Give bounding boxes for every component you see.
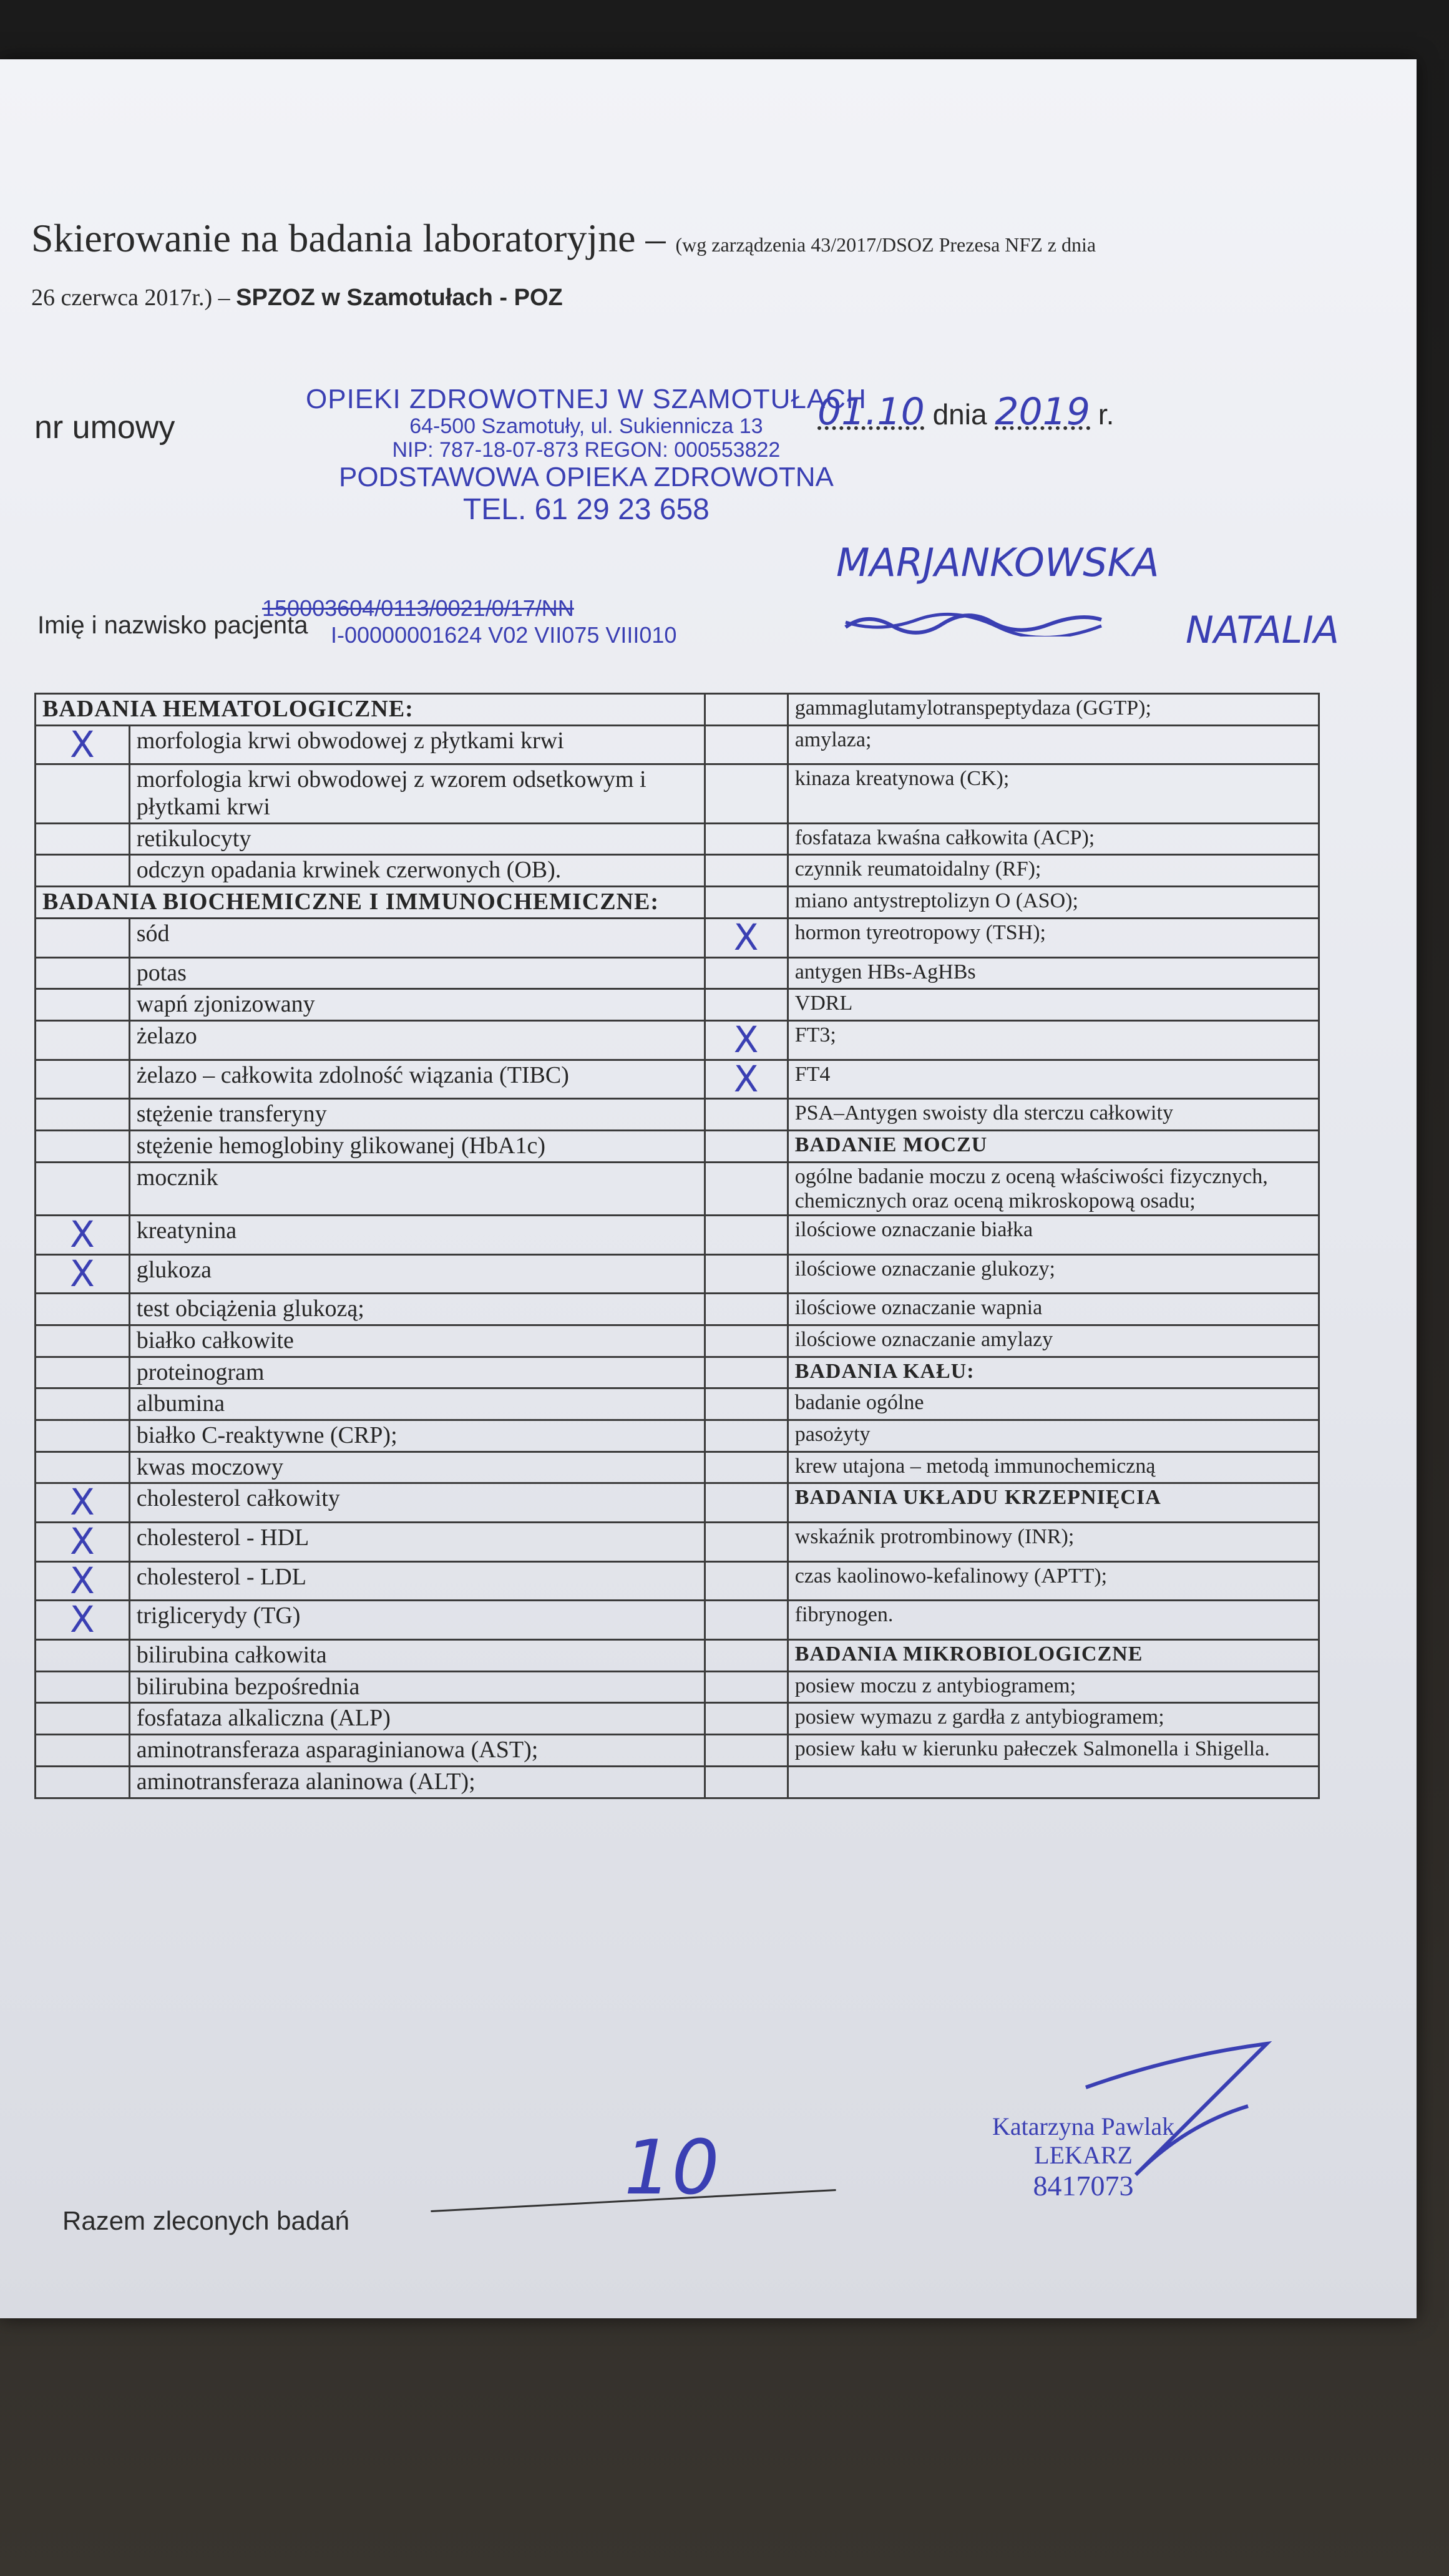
checkbox-cell[interactable] xyxy=(36,823,130,855)
test-label: hormon tyreotropowy (TSH); xyxy=(788,918,1319,957)
checkbox-cell[interactable] xyxy=(36,1420,130,1451)
test-label: ilościowe oznaczanie glukozy; xyxy=(788,1254,1319,1294)
form-subline: 26 czerwca 2017r.) – SPZOZ w Szamotułach - POZ xyxy=(31,285,563,311)
form-title-regulation: (wg zarządzenia 43/2017/DSOZ Prezesa NFZ z dnia xyxy=(675,233,1096,256)
stamp-line-3: NIP: 787-18-07-873 REGON: 000553822 xyxy=(392,438,781,462)
table-row xyxy=(36,1523,1319,1562)
check-mark: X xyxy=(69,723,95,766)
table-row xyxy=(36,1254,1319,1294)
test-label: odczyn opadania krwinek czerwonych (OB). xyxy=(129,855,705,887)
tests-table-body xyxy=(36,694,1319,1798)
checkbox-cell[interactable] xyxy=(36,1388,130,1420)
test-label: gammaglutamylotranspeptydaza (GGTP); xyxy=(788,694,1319,726)
checkbox-cell[interactable] xyxy=(36,1254,130,1294)
test-label: ilościowe oznaczanie amylazy xyxy=(788,1325,1319,1357)
check-mark: X xyxy=(69,1559,95,1602)
section-heading: BADANIA BIOCHEMICZNE I IMMUNOCHEMICZNE: xyxy=(36,887,705,919)
checkbox-cell[interactable] xyxy=(705,1099,788,1131)
checkbox-cell[interactable] xyxy=(705,1162,788,1215)
table-row xyxy=(36,1388,1319,1420)
test-label: amylaza; xyxy=(788,725,1319,764)
test-label: posiew wymazu z gardła z antybiogramem; xyxy=(788,1703,1319,1735)
table-row xyxy=(36,957,1319,989)
test-label xyxy=(788,1766,1319,1798)
checkbox-cell[interactable] xyxy=(705,1388,788,1420)
table-row xyxy=(36,725,1319,764)
test-label: FT4 xyxy=(788,1060,1319,1099)
checkbox-cell[interactable] xyxy=(705,823,788,855)
test-label: żelazo – całkowita zdolność wiązania (TIBC) xyxy=(129,1060,705,1099)
table-row xyxy=(36,1703,1319,1735)
test-label: cholesterol - LDL xyxy=(129,1561,705,1601)
checkbox-cell[interactable] xyxy=(36,918,130,957)
table-row xyxy=(36,823,1319,855)
checkbox-cell[interactable] xyxy=(36,1520,130,1563)
checkbox-cell[interactable] xyxy=(36,1735,130,1767)
checkbox-cell[interactable] xyxy=(705,855,788,887)
checkbox-cell[interactable] xyxy=(36,764,130,823)
form-title: Skierowanie na badania laboratoryjne – (wg zarządzenia 43/2017/DSOZ Prezesa NFZ z dnia xyxy=(31,216,1096,260)
table-row xyxy=(36,1640,1319,1672)
test-label: bilirubina bezpośrednia xyxy=(129,1671,705,1703)
patient-first-name: NATALIA xyxy=(1186,608,1339,652)
test-label: retikulocyty xyxy=(129,823,705,855)
checkbox-cell[interactable] xyxy=(705,1215,788,1254)
patient-surname: MARJANKOWSKA xyxy=(836,540,1159,585)
test-label: bilirubina całkowita xyxy=(129,1640,705,1672)
check-mark: X xyxy=(733,1057,759,1100)
checkbox-cell[interactable] xyxy=(705,1561,788,1601)
test-label: kwas moczowy xyxy=(129,1451,705,1483)
test-label: czynnik reumatoidalny (RF); xyxy=(788,855,1319,887)
table-row xyxy=(36,694,1319,726)
test-label: miano antystreptolizyn O (ASO); xyxy=(788,887,1319,919)
checkbox-cell[interactable] xyxy=(705,915,788,959)
test-label: proteinogram xyxy=(129,1357,705,1388)
doctor-stamp xyxy=(992,2112,1174,2203)
checkbox-cell[interactable] xyxy=(36,1294,130,1325)
test-label: czas kaolinowo-kefalinowy (APTT); xyxy=(788,1561,1319,1601)
table-row xyxy=(36,1215,1319,1254)
checkbox-cell[interactable] xyxy=(36,1598,130,1641)
tests-table xyxy=(34,693,1320,1799)
test-label: PSA–Antygen swoisty dla sterczu całkowity xyxy=(788,1099,1319,1131)
test-label: stężenie hemoglobiny glikowanej (HbA1c) xyxy=(129,1130,705,1162)
checkbox-cell[interactable] xyxy=(705,1640,788,1672)
table-row xyxy=(36,1735,1319,1767)
check-mark: X xyxy=(69,1598,95,1641)
checkbox-cell[interactable] xyxy=(705,1294,788,1325)
test-label: posiew moczu z antybiogramem; xyxy=(788,1671,1319,1703)
check-mark: X xyxy=(733,915,759,959)
check-mark: X xyxy=(733,1018,759,1061)
checkbox-cell[interactable] xyxy=(705,1766,788,1798)
table-row xyxy=(36,1766,1319,1798)
checkbox-cell[interactable] xyxy=(705,1130,788,1162)
test-label: wapń zjonizowany xyxy=(129,989,705,1021)
doctor-number: 8417073 xyxy=(1033,2170,1134,2202)
stamp-line-2: 64-500 Szamotuły, ul. Sukiennicza 13 xyxy=(409,414,763,439)
check-mark: X xyxy=(69,1481,95,1524)
checkbox-cell[interactable] xyxy=(705,1671,788,1703)
test-label: cholesterol - HDL xyxy=(129,1523,705,1562)
checkbox-cell[interactable] xyxy=(36,957,130,989)
total-tests-label: Razem zleconych badań xyxy=(62,2206,349,2235)
test-label: białko C-reaktywne (CRP); xyxy=(129,1420,705,1451)
date-year-suffix: r. xyxy=(1098,398,1115,431)
table-row xyxy=(36,764,1319,823)
checkbox-cell[interactable] xyxy=(705,1020,788,1060)
test-label: glukoza xyxy=(129,1254,705,1294)
total-tests-value: 10 xyxy=(624,2125,720,2212)
checkbox-cell[interactable] xyxy=(36,1766,130,1798)
test-label: test obciążenia glukozą; xyxy=(129,1294,705,1325)
checkbox-cell[interactable] xyxy=(705,957,788,989)
test-label: albumina xyxy=(129,1388,705,1420)
table-row xyxy=(36,1099,1319,1131)
checkbox-cell[interactable] xyxy=(36,1130,130,1162)
test-label: fibrynogen. xyxy=(788,1601,1319,1640)
checkbox-cell[interactable] xyxy=(36,989,130,1021)
test-label: krew utajona – metodą immunochemiczną xyxy=(788,1451,1319,1483)
test-label: potas xyxy=(129,957,705,989)
date-day-label: dnia xyxy=(932,398,987,431)
checkbox-cell[interactable] xyxy=(705,1057,788,1100)
check-mark: X xyxy=(69,1252,95,1295)
date-day: 01.10 xyxy=(817,390,925,434)
test-label: żelazo xyxy=(129,1020,705,1060)
checkbox-cell[interactable] xyxy=(36,1325,130,1357)
checkbox-cell[interactable] xyxy=(705,887,788,919)
checkbox-cell[interactable] xyxy=(705,1735,788,1767)
test-label: antygen HBs-AgHBs xyxy=(788,957,1319,989)
table-row xyxy=(36,1325,1319,1357)
checkbox-cell[interactable] xyxy=(36,1640,130,1672)
table-row xyxy=(36,1130,1319,1162)
test-label: morfologia krwi obwodowej z wzorem odsetkowym i płytkami krwi xyxy=(129,764,705,823)
test-label: VDRL xyxy=(788,989,1319,1021)
facility-stamp xyxy=(306,384,867,526)
test-label: triglicerydy (TG) xyxy=(129,1601,705,1640)
checkbox-cell[interactable] xyxy=(705,1254,788,1294)
test-label: fosfataza alkaliczna (ALP) xyxy=(129,1703,705,1735)
test-label: wskaźnik protrombinowy (INR); xyxy=(788,1523,1319,1562)
patient-code-line-2: I-00000001624 V02 VII075 VIII010 xyxy=(331,622,677,648)
test-label: posiew kału w kierunku pałeczek Salmonella i Shigella. xyxy=(788,1735,1319,1767)
section-heading: BADANIA HEMATOLOGICZNE: xyxy=(36,694,705,726)
stamp-line-5: TEL. 61 29 23 658 xyxy=(462,492,710,526)
test-label: fosfataza kwaśna całkowita (ACP); xyxy=(788,823,1319,855)
test-label: kinaza kreatynowa (CK); xyxy=(788,764,1319,823)
checkbox-cell[interactable] xyxy=(36,1357,130,1388)
test-label: FT3; xyxy=(788,1020,1319,1060)
checkbox-cell[interactable] xyxy=(36,725,130,764)
test-label: aminotransferaza alaninowa (ALT); xyxy=(129,1766,705,1798)
table-row xyxy=(36,855,1319,887)
table-row xyxy=(36,1294,1319,1325)
checkbox-cell[interactable] xyxy=(36,1671,130,1703)
patient-code xyxy=(262,595,676,648)
test-label: ilościowe oznaczanie wapnia xyxy=(788,1294,1319,1325)
facility-name: SPZOZ w Szamotułach - POZ xyxy=(236,285,563,311)
checkbox-cell[interactable] xyxy=(36,1703,130,1735)
table-row xyxy=(36,1451,1319,1483)
checkbox-cell[interactable] xyxy=(705,1451,788,1483)
test-label: białko całkowite xyxy=(129,1325,705,1357)
patient-name-label: Imię i nazwisko pacjenta xyxy=(37,612,308,639)
table-row xyxy=(36,887,1319,919)
contract-label: nr umowy xyxy=(34,409,175,446)
test-label: ilościowe oznaczanie białka xyxy=(788,1215,1319,1254)
checkbox-cell[interactable] xyxy=(36,855,130,887)
checkbox-cell[interactable] xyxy=(36,1162,130,1215)
table-row xyxy=(36,1561,1319,1601)
section-heading: BADANIA UKŁADU KRZEPNIĘCIA xyxy=(788,1483,1319,1523)
checkbox-cell[interactable] xyxy=(705,1325,788,1357)
referral-form-sheet xyxy=(0,59,1417,2318)
section-heading: BADANIA MIKROBIOLOGICZNE xyxy=(788,1640,1319,1672)
checkbox-cell[interactable] xyxy=(705,764,788,823)
checkbox-cell[interactable] xyxy=(36,1561,130,1601)
table-row xyxy=(36,989,1319,1021)
table-row xyxy=(36,1020,1319,1060)
checkbox-cell[interactable] xyxy=(705,1483,788,1523)
checkbox-cell[interactable] xyxy=(705,1357,788,1388)
test-label: stężenie transferyny xyxy=(129,1099,705,1131)
table-row xyxy=(36,1671,1319,1703)
test-label: badanie ogólne xyxy=(788,1388,1319,1420)
checkbox-cell[interactable] xyxy=(705,1703,788,1735)
section-heading: BADANIA KAŁU: xyxy=(788,1357,1319,1388)
section-heading: BADANIE MOCZU xyxy=(788,1130,1319,1162)
table-row xyxy=(36,1357,1319,1388)
doctor-name: Katarzyna Pawlak xyxy=(992,2112,1175,2140)
checkbox-cell[interactable] xyxy=(36,1020,130,1060)
test-label: cholesterol całkowity xyxy=(129,1483,705,1523)
table-row xyxy=(36,1483,1319,1523)
doctor-title: LEKARZ xyxy=(1034,2141,1133,2169)
check-mark: X xyxy=(69,1520,95,1563)
checkbox-cell[interactable] xyxy=(705,1523,788,1562)
table-row xyxy=(36,1420,1319,1451)
test-label: pasożyty xyxy=(788,1420,1319,1451)
crossed-out-scribble xyxy=(842,608,1105,637)
checkbox-cell[interactable] xyxy=(36,1212,130,1256)
checkbox-cell[interactable] xyxy=(36,1451,130,1483)
check-mark: X xyxy=(69,1212,95,1256)
checkbox-cell[interactable] xyxy=(705,725,788,764)
table-row xyxy=(36,1601,1319,1640)
test-label: mocznik xyxy=(129,1162,705,1215)
test-label: kreatynina xyxy=(129,1215,705,1254)
checkbox-cell[interactable] xyxy=(705,989,788,1021)
stamp-line-1: OPIEKI ZDROWOTNEJ W SZAMOTUŁACH xyxy=(306,384,867,414)
checkbox-cell[interactable] xyxy=(36,1099,130,1131)
checkbox-cell[interactable] xyxy=(705,1420,788,1451)
date-year: 2019 xyxy=(995,390,1091,434)
table-row xyxy=(36,918,1319,957)
checkbox-cell[interactable] xyxy=(705,1601,788,1640)
checkbox-cell[interactable] xyxy=(36,1483,130,1523)
table-row xyxy=(36,1060,1319,1099)
checkbox-cell[interactable] xyxy=(705,694,788,726)
patient-code-line-1: 150003604/0113/0021/0/17/NN xyxy=(262,595,574,621)
table-row xyxy=(36,1162,1319,1215)
stamp-line-4: PODSTAWOWA OPIEKA ZDROWOTNA xyxy=(338,462,834,493)
test-label: sód xyxy=(129,918,705,957)
test-label: aminotransferaza asparaginianowa (AST); xyxy=(129,1735,705,1767)
test-label: morfologia krwi obwodowej z płytkami krwi xyxy=(129,725,705,764)
checkbox-cell[interactable] xyxy=(36,1060,130,1099)
test-label: ogólne badanie moczu z oceną właściwości fizycznych, chemicznych oraz oceną mikroskopową osadu; xyxy=(788,1162,1319,1215)
